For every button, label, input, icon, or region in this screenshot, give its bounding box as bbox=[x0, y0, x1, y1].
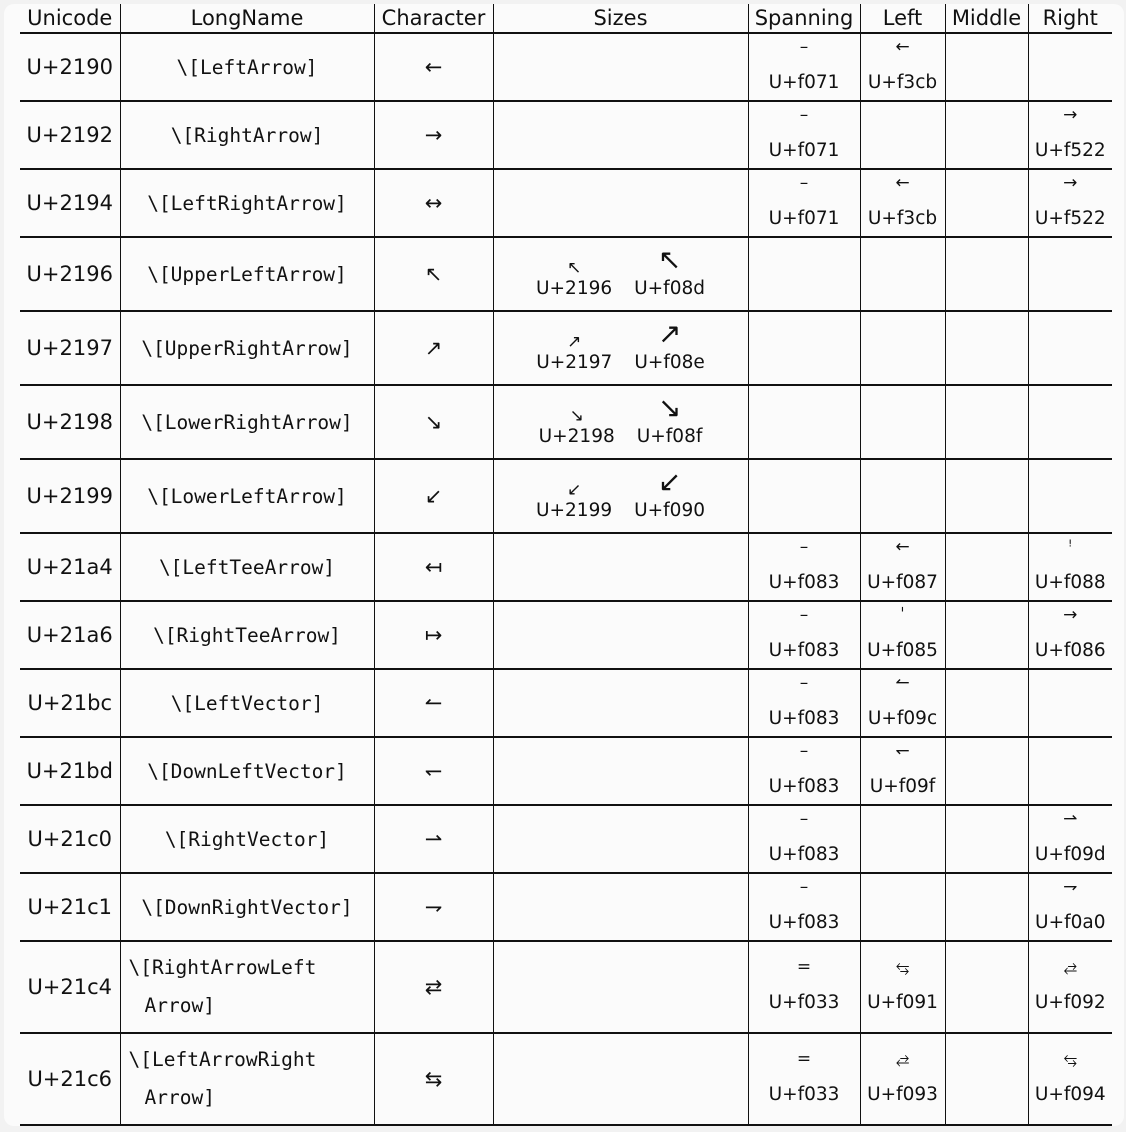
left-codepoint: U+f087 bbox=[867, 572, 938, 593]
spanning-codepoint: U+f083 bbox=[768, 572, 840, 593]
left-codepoint: U+f3cb bbox=[867, 72, 938, 93]
longname-cell: \[UpperRightArrow] bbox=[120, 311, 374, 385]
longname-cell: \[LowerRightArrow] bbox=[120, 385, 374, 459]
unicode-cell: U+21c6 bbox=[20, 1033, 120, 1125]
spanning-piece bbox=[749, 806, 860, 872]
middle-cell bbox=[945, 737, 1028, 805]
left-cell bbox=[860, 737, 945, 805]
right-glyph: → bbox=[1063, 173, 1078, 193]
left-glyph: ⥄ bbox=[895, 1049, 910, 1069]
spanning-cell bbox=[748, 873, 860, 941]
size-variant bbox=[634, 465, 705, 522]
left-codepoint: U+f09c bbox=[867, 708, 938, 729]
size-glyph: ↙ bbox=[657, 465, 682, 498]
size-glyph: ↖ bbox=[566, 258, 582, 278]
table-row bbox=[20, 101, 1112, 169]
table-row bbox=[20, 669, 1112, 737]
sizes-cell bbox=[493, 941, 748, 1033]
spanning-codepoint: U+f033 bbox=[768, 992, 840, 1013]
unicode-cell: U+21bc bbox=[20, 669, 120, 737]
longname-cell: \[DownLeftVector] bbox=[120, 737, 374, 805]
sizes-group bbox=[494, 243, 748, 300]
character-cell: ↘ bbox=[374, 385, 493, 459]
size-codepoint: U+2199 bbox=[536, 500, 613, 521]
size-glyph: ↖ bbox=[657, 243, 682, 276]
middle-cell bbox=[945, 1033, 1028, 1125]
sizes-cell bbox=[493, 669, 748, 737]
size-codepoint: U+f090 bbox=[634, 500, 705, 521]
right-glyph: → bbox=[1063, 105, 1078, 125]
spanning-codepoint: U+f071 bbox=[768, 208, 840, 229]
header-unicode: Unicode bbox=[20, 4, 120, 33]
longname-cell: \[LeftArrow] bbox=[120, 33, 374, 101]
header-spanning: Spanning bbox=[748, 4, 860, 33]
left-codepoint: U+f085 bbox=[867, 640, 938, 661]
sizes-group bbox=[494, 391, 748, 448]
left-piece bbox=[861, 954, 945, 1020]
left-glyph: ⥃ bbox=[895, 957, 910, 977]
spanning-piece bbox=[749, 102, 860, 168]
right-codepoint: U+f086 bbox=[1034, 640, 1106, 661]
unicode-cell: U+21bd bbox=[20, 737, 120, 805]
left-piece bbox=[861, 602, 945, 668]
size-variant bbox=[536, 334, 612, 374]
spanning-glyph: = bbox=[796, 1049, 812, 1069]
right-cell bbox=[1028, 601, 1112, 669]
character-cell: ↖ bbox=[374, 237, 493, 311]
sizes-cell bbox=[493, 533, 748, 601]
left-cell bbox=[860, 941, 945, 1033]
right-cell bbox=[1028, 737, 1112, 805]
character-cell: ↗ bbox=[374, 311, 493, 385]
sizes-cell bbox=[493, 33, 748, 101]
table-row bbox=[20, 311, 1112, 385]
spanning-codepoint: U+f083 bbox=[768, 708, 840, 729]
sizes-cell bbox=[493, 601, 748, 669]
longname-line: \[RightArrowLeft bbox=[128, 956, 317, 979]
character-cell: ↼ bbox=[374, 669, 493, 737]
character-cell: → bbox=[374, 101, 493, 169]
left-cell bbox=[860, 873, 945, 941]
middle-cell bbox=[945, 669, 1028, 737]
character-cell: ↤ bbox=[374, 533, 493, 601]
spanning-cell bbox=[748, 533, 860, 601]
left-cell bbox=[860, 669, 945, 737]
unicode-cell: U+2192 bbox=[20, 101, 120, 169]
character-cell: ↙ bbox=[374, 459, 493, 533]
spanning-piece bbox=[749, 1046, 860, 1112]
size-variant bbox=[539, 408, 615, 448]
left-cell bbox=[860, 311, 945, 385]
right-cell bbox=[1028, 237, 1112, 311]
spanning-piece bbox=[749, 34, 860, 100]
sizes-cell bbox=[493, 737, 748, 805]
middle-cell bbox=[945, 459, 1028, 533]
right-cell bbox=[1028, 873, 1112, 941]
table-row bbox=[20, 385, 1112, 459]
right-glyph: ⇁ bbox=[1063, 877, 1078, 897]
size-variant bbox=[536, 260, 612, 300]
character-cell: ↦ bbox=[374, 601, 493, 669]
sizes-cell bbox=[493, 805, 748, 873]
unicode-cell: U+2199 bbox=[20, 459, 120, 533]
left-glyph: ← bbox=[895, 37, 910, 57]
unicode-cell: U+2194 bbox=[20, 169, 120, 237]
left-glyph: ↽ bbox=[895, 741, 910, 761]
sizes-cell bbox=[493, 311, 748, 385]
longname-cell: \[LeftTeeArrow] bbox=[120, 533, 374, 601]
right-codepoint: U+f522 bbox=[1034, 140, 1106, 161]
spanning-codepoint: U+f083 bbox=[768, 912, 840, 933]
left-piece bbox=[861, 34, 945, 100]
right-cell bbox=[1028, 33, 1112, 101]
header-middle: Middle bbox=[945, 4, 1028, 33]
right-codepoint: U+f094 bbox=[1034, 1084, 1106, 1105]
left-cell bbox=[860, 459, 945, 533]
left-glyph: ← bbox=[895, 173, 910, 193]
right-piece bbox=[1029, 102, 1113, 168]
spanning-glyph: – bbox=[799, 877, 809, 897]
size-glyph: ↘ bbox=[569, 406, 584, 426]
table-row bbox=[20, 33, 1112, 101]
spanning-glyph: – bbox=[799, 173, 809, 193]
right-cell bbox=[1028, 169, 1112, 237]
unicode-cell: U+21a6 bbox=[20, 601, 120, 669]
right-piece bbox=[1029, 874, 1113, 940]
left-codepoint: U+f3cb bbox=[867, 208, 938, 229]
right-piece bbox=[1029, 954, 1113, 1020]
right-glyph: ⥄ bbox=[1063, 957, 1078, 977]
left-glyph: ← bbox=[895, 537, 910, 557]
character-cell: ← bbox=[374, 33, 493, 101]
spanning-cell bbox=[748, 805, 860, 873]
unicode-cell: U+21c1 bbox=[20, 873, 120, 941]
table-row bbox=[20, 459, 1112, 533]
sizes-cell bbox=[493, 101, 748, 169]
longname-cell: \[RightArrow] bbox=[120, 101, 374, 169]
right-piece bbox=[1029, 1046, 1113, 1112]
right-glyph: ⇀ bbox=[1063, 809, 1078, 829]
middle-cell bbox=[945, 311, 1028, 385]
right-codepoint: U+f0a0 bbox=[1035, 912, 1106, 933]
spanning-codepoint: U+f083 bbox=[768, 640, 840, 661]
right-piece bbox=[1029, 534, 1113, 600]
left-codepoint: U+f093 bbox=[867, 1084, 938, 1105]
spanning-glyph: – bbox=[799, 537, 809, 557]
size-glyph: ↗ bbox=[567, 332, 582, 352]
size-variant bbox=[634, 243, 705, 300]
character-cell: ↔ bbox=[374, 169, 493, 237]
spanning-cell bbox=[748, 385, 860, 459]
left-piece bbox=[861, 534, 945, 600]
size-glyph: ↘ bbox=[657, 391, 682, 424]
size-glyph: ↙ bbox=[566, 480, 582, 500]
character-cell: ⇄ bbox=[374, 941, 493, 1033]
sizes-group bbox=[494, 317, 748, 374]
right-piece bbox=[1029, 806, 1113, 872]
right-cell bbox=[1028, 459, 1112, 533]
longname-cell: \[LeftVector] bbox=[120, 669, 374, 737]
right-cell bbox=[1028, 533, 1112, 601]
spanning-piece bbox=[749, 534, 860, 600]
left-cell bbox=[860, 237, 945, 311]
middle-cell bbox=[945, 237, 1028, 311]
spanning-glyph: – bbox=[799, 673, 809, 693]
longname-cell: \[LeftRightArrow] bbox=[120, 169, 374, 237]
spanning-codepoint: U+f071 bbox=[768, 72, 840, 93]
sizes-cell bbox=[493, 169, 748, 237]
left-piece bbox=[861, 1046, 945, 1112]
middle-cell bbox=[945, 101, 1028, 169]
middle-cell bbox=[945, 385, 1028, 459]
spanning-cell bbox=[748, 737, 860, 805]
right-codepoint: U+f088 bbox=[1034, 572, 1106, 593]
left-cell bbox=[860, 385, 945, 459]
left-piece bbox=[861, 170, 945, 236]
size-codepoint: U+2197 bbox=[536, 352, 613, 373]
right-cell bbox=[1028, 101, 1112, 169]
sizes-cell bbox=[493, 873, 748, 941]
table-row bbox=[20, 941, 1112, 1033]
header-sizes: Sizes bbox=[493, 4, 748, 33]
middle-cell bbox=[945, 873, 1028, 941]
spanning-piece bbox=[749, 602, 860, 668]
spanning-cell bbox=[748, 459, 860, 533]
spanning-cell bbox=[748, 601, 860, 669]
left-cell bbox=[860, 169, 945, 237]
spanning-glyph: – bbox=[799, 809, 809, 829]
longname-cell: \[RightVector] bbox=[120, 805, 374, 873]
size-codepoint: U+2196 bbox=[536, 278, 613, 299]
spanning-cell bbox=[748, 33, 860, 101]
middle-cell bbox=[945, 169, 1028, 237]
right-codepoint: U+f092 bbox=[1034, 992, 1106, 1013]
middle-cell bbox=[945, 533, 1028, 601]
left-codepoint: U+f091 bbox=[867, 992, 938, 1013]
spanning-codepoint: U+f071 bbox=[768, 140, 840, 161]
document-card bbox=[4, 4, 1124, 1126]
middle-cell bbox=[945, 601, 1028, 669]
longname-cell bbox=[120, 1033, 374, 1125]
size-variant bbox=[634, 317, 705, 374]
right-cell bbox=[1028, 941, 1112, 1033]
unicode-arrow-table bbox=[20, 4, 1112, 1126]
right-piece bbox=[1029, 602, 1113, 668]
left-cell bbox=[860, 1033, 945, 1125]
spanning-cell bbox=[748, 101, 860, 169]
character-cell: ⇀ bbox=[374, 805, 493, 873]
spanning-cell bbox=[748, 169, 860, 237]
spanning-glyph: – bbox=[799, 605, 809, 625]
header-left: Left bbox=[860, 4, 945, 33]
right-codepoint: U+f09d bbox=[1034, 844, 1106, 865]
table-header-row bbox=[20, 4, 1112, 33]
right-glyph: → bbox=[1063, 605, 1078, 625]
table-row bbox=[20, 805, 1112, 873]
longname-cell: \[UpperLeftArrow] bbox=[120, 237, 374, 311]
table-row bbox=[20, 237, 1112, 311]
unicode-cell: U+2197 bbox=[20, 311, 120, 385]
longname-cell: \[DownRightVector] bbox=[120, 873, 374, 941]
header-longname: LongName bbox=[120, 4, 374, 33]
longname-line: Arrow] bbox=[144, 994, 215, 1017]
size-variant bbox=[536, 482, 612, 522]
spanning-piece bbox=[749, 954, 860, 1020]
spanning-glyph: – bbox=[799, 37, 809, 57]
spanning-cell bbox=[748, 941, 860, 1033]
spanning-glyph: – bbox=[799, 741, 809, 761]
spanning-glyph: – bbox=[799, 105, 809, 125]
size-codepoint: U+f08f bbox=[636, 426, 703, 447]
table-row bbox=[20, 737, 1112, 805]
middle-cell bbox=[945, 33, 1028, 101]
left-cell bbox=[860, 101, 945, 169]
sizes-group bbox=[494, 465, 748, 522]
header-right: Right bbox=[1028, 4, 1112, 33]
right-glyph: ⥃ bbox=[1063, 1049, 1078, 1069]
spanning-cell bbox=[748, 237, 860, 311]
spanning-codepoint: U+f083 bbox=[768, 776, 840, 797]
size-codepoint: U+f08e bbox=[634, 352, 705, 373]
left-glyph: ↼ bbox=[895, 673, 910, 693]
table-row bbox=[20, 601, 1112, 669]
left-cell bbox=[860, 533, 945, 601]
spanning-codepoint: U+f083 bbox=[768, 844, 840, 865]
table-row bbox=[20, 873, 1112, 941]
left-piece bbox=[861, 670, 945, 736]
left-glyph: ˈ bbox=[900, 605, 905, 625]
character-cell: ↽ bbox=[374, 737, 493, 805]
spanning-cell bbox=[748, 669, 860, 737]
unicode-cell: U+2196 bbox=[20, 237, 120, 311]
character-cell: ⇁ bbox=[374, 873, 493, 941]
spanning-piece bbox=[749, 670, 860, 736]
spanning-glyph: = bbox=[796, 957, 812, 977]
table-row bbox=[20, 169, 1112, 237]
right-cell bbox=[1028, 385, 1112, 459]
spanning-piece bbox=[749, 738, 860, 804]
longname-line: Arrow] bbox=[144, 1086, 215, 1109]
left-cell bbox=[860, 805, 945, 873]
spanning-cell bbox=[748, 311, 860, 385]
right-codepoint: U+f522 bbox=[1034, 208, 1106, 229]
size-codepoint: U+2198 bbox=[538, 426, 615, 447]
character-cell: ⇆ bbox=[374, 1033, 493, 1125]
spanning-cell bbox=[748, 1033, 860, 1125]
spanning-codepoint: U+f033 bbox=[768, 1084, 840, 1105]
longname-cell: \[LowerLeftArrow] bbox=[120, 459, 374, 533]
sizes-cell bbox=[493, 1033, 748, 1125]
left-codepoint: U+f09f bbox=[869, 776, 936, 797]
sizes-cell bbox=[493, 459, 748, 533]
middle-cell bbox=[945, 805, 1028, 873]
left-cell bbox=[860, 33, 945, 101]
longname-cell: \[RightTeeArrow] bbox=[120, 601, 374, 669]
right-piece bbox=[1029, 170, 1113, 236]
middle-cell bbox=[945, 941, 1028, 1033]
size-codepoint: U+f08d bbox=[634, 278, 705, 299]
unicode-cell: U+2198 bbox=[20, 385, 120, 459]
spanning-piece bbox=[749, 874, 860, 940]
size-variant bbox=[636, 391, 703, 448]
unicode-cell: U+21a4 bbox=[20, 533, 120, 601]
sizes-cell bbox=[493, 237, 748, 311]
right-cell bbox=[1028, 805, 1112, 873]
longname-line: \[LeftArrowRight bbox=[128, 1048, 317, 1071]
spanning-piece bbox=[749, 170, 860, 236]
header-character: Character bbox=[374, 4, 493, 33]
sizes-cell bbox=[493, 385, 748, 459]
table-row bbox=[20, 533, 1112, 601]
left-piece bbox=[861, 738, 945, 804]
right-cell bbox=[1028, 311, 1112, 385]
unicode-cell: U+2190 bbox=[20, 33, 120, 101]
longname-cell bbox=[120, 941, 374, 1033]
right-cell bbox=[1028, 669, 1112, 737]
left-cell bbox=[860, 601, 945, 669]
unicode-cell: U+21c4 bbox=[20, 941, 120, 1033]
table-row bbox=[20, 1033, 1112, 1125]
unicode-cell: U+21c0 bbox=[20, 805, 120, 873]
right-cell bbox=[1028, 1033, 1112, 1125]
size-glyph: ↗ bbox=[657, 317, 682, 350]
right-glyph: ꜝ bbox=[1068, 537, 1073, 557]
